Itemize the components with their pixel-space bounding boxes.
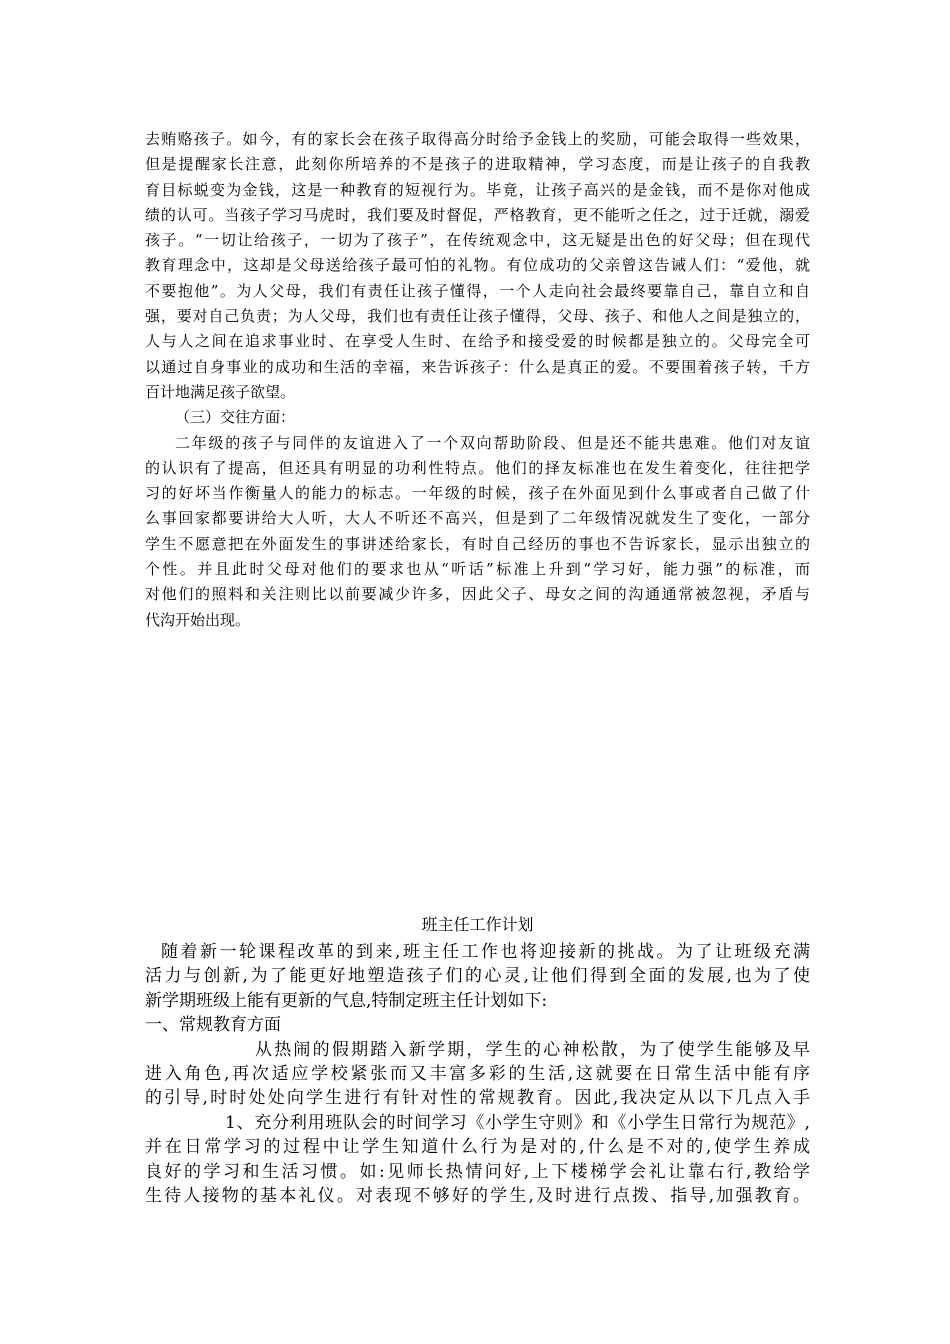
text-line: 代沟开始出现。 xyxy=(145,610,251,629)
text-line: 学生不愿意把在外面发生的事讲述给家长，有时自己经历的事也不告诉家长，显示出独立的 xyxy=(145,534,810,553)
text-line: 随着新一轮课程改革的到来,班主任工作也将迎接新的挑战。为了让班级充满 xyxy=(161,942,810,962)
text-line: 从热闹的假期踏入新学期，学生的心神松散，为了使学生能够及早 xyxy=(255,1039,810,1060)
text-line: 强，要对自己负责；为人父母，我们也有责任让孩子懂得，父母、孩子、和他人之间是独立的， xyxy=(145,307,810,326)
text-line: 么事回家都要讲给大人听，大人不听还不高兴，但是到了二年级情况就发生了变化，一部分 xyxy=(145,509,810,528)
text-line: 去贿赂孩子。如今，有的家长会在孩子取得高分时给予金钱上的奖励，可能会取得一些效果， xyxy=(145,130,810,148)
text-line: 的认识有了提高，但还具有明显的功利性特点。他们的择友标准也在发生着变化，往往把学 xyxy=(145,458,810,477)
text-line: 的引导,时时处处向学生进行有针对性的常规教育。因此,我决定从以下几点入手 xyxy=(145,1088,810,1109)
section-heading: （三）交往方面： xyxy=(175,408,296,427)
text-line: 新学期班级上能有更新的气息,特制定班主任计划如下: xyxy=(145,990,548,1011)
section-family-education xyxy=(145,127,810,633)
text-line: 习的好坏当作衡量人的能力的标志。一年级的时候，孩子在外面见到什么事或者自己做了什 xyxy=(145,484,810,503)
text-line: 百计地满足孩子欲望。 xyxy=(145,382,296,401)
text-line: 不要抱他”。为人父母，我们有责任让孩子懂得，一个人走向社会最终要靠自己，靠自立和自 xyxy=(145,281,810,300)
section-heading: 一、常规教育方面 xyxy=(145,1015,281,1036)
text-line: 以通过自身事业的成功和生活的幸福，来告诉孩子：什么是真正的爱。不要围着孩子转，千方 xyxy=(145,357,810,376)
text-line: 育目标蜕变为金钱，这是一种教育的短视行为。毕竟，让孩子高兴的是金钱，而不是你对他成 xyxy=(145,180,810,199)
text-line: 二年级的孩子与同伴的友谊进入了一个双向帮助阶段、但是还不能共患难。他们对友谊 xyxy=(175,433,810,452)
text-line: 活力与创新,为了能更好地塑造孩子们的心灵,让他们得到全面的发展,也为了使 xyxy=(145,966,810,987)
text-line: 人与人之间在追求事业时、在享受人生时、在给予和接受爱的时候都是独立的。父母完全可 xyxy=(145,332,810,351)
text-line: 教育理念中，这却是父母送给孩子最可怕的礼物。有位成功的父亲曾这告诫人们：“爱他，就 xyxy=(145,256,810,275)
page-title: 班主任工作计划 xyxy=(421,915,534,934)
text-line: 并在日常学习的过程中让学生知道什么行为是对的,什么是不对的,使学生养成 xyxy=(145,1137,810,1158)
text-line: 对他们的照料和关注则比以前要减少许多，因此父子、母女之间的沟通通常被忽视，矛盾与 xyxy=(145,585,810,604)
text-line: 生待人接物的基本礼仪。对表现不够好的学生,及时进行点拨、指导,加强教育。 xyxy=(145,1185,810,1206)
text-line: 个性。并且此时父母对他们的要求也从“听话”标准上升到“学习好，能力强”的标准，而 xyxy=(145,560,810,579)
text-line: 1、充分利用班队会的时间学习《小学生守则》和《小学生日常行为规范》, xyxy=(225,1112,810,1133)
text-line: 孩子。“一切让给孩子，一切为了孩子”，在传统观念中，这无疑是出色的好父母；但在现代 xyxy=(145,231,810,250)
section-teacher-plan xyxy=(145,914,810,1208)
text-line: 良好的学习和生活习惯。如:见师长热情问好,上下楼梯学会礼让靠右行,教给学 xyxy=(145,1161,810,1182)
text-line: 绩的认可。当孩子学习马虎时，我们要及时督促，严格教育，更不能听之任之，过于迁就，溺爱 xyxy=(145,205,810,224)
text-line: 进入角色,再次适应学校紧张而又丰富多彩的生活,这就要在日常生活中能有序 xyxy=(145,1063,810,1084)
text-line: 但是提醒家长注意，此刻你所培养的不是孩子的进取精神，学习态度，而是让孩子的自我教 xyxy=(145,155,810,174)
